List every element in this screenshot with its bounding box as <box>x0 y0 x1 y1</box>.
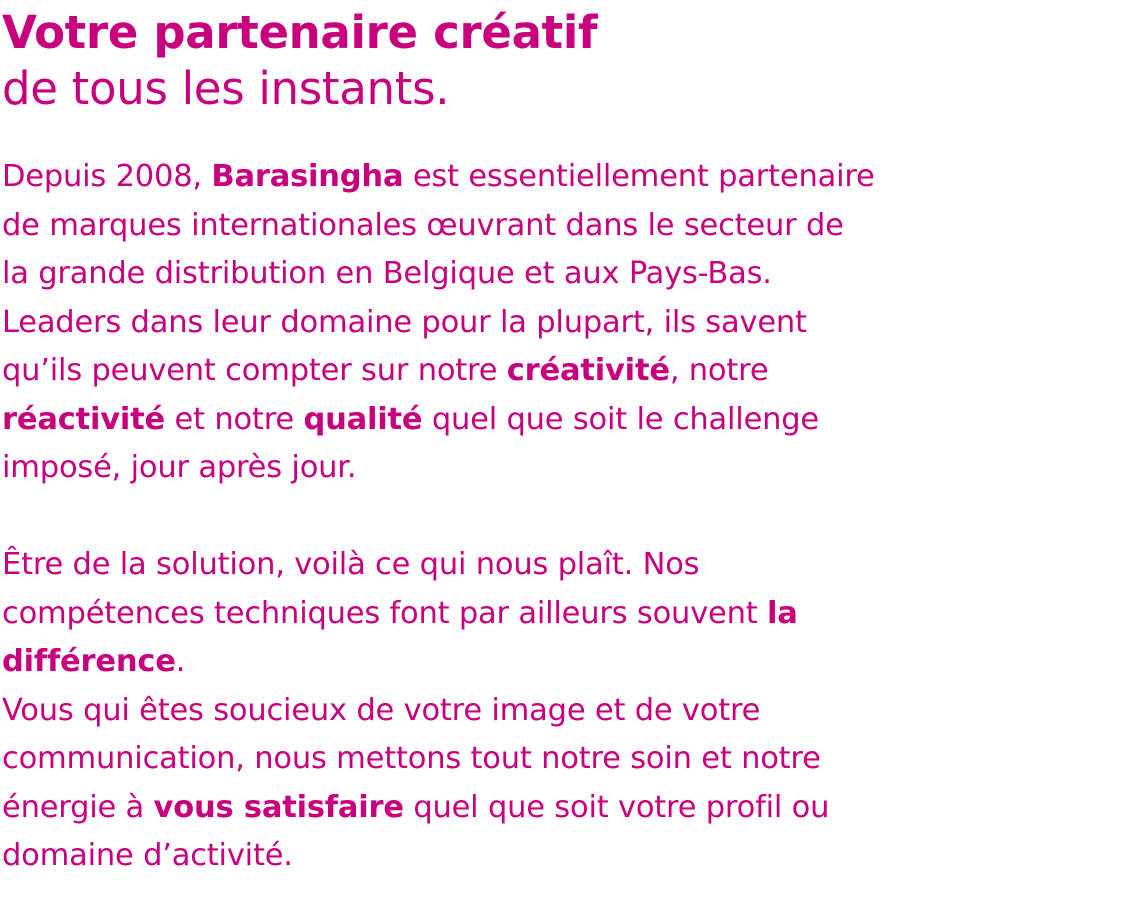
page-title: Votre partenaire créatif <box>2 6 598 59</box>
text-line: domaine d’activité. <box>2 838 293 873</box>
text-line <box>2 347 1120 396</box>
text-span: quel que soit le challenge <box>422 401 819 437</box>
text-span: compétences techniques font par ailleurs souvent <box>2 595 767 631</box>
brand-name: Barasingha <box>211 159 404 194</box>
text-line: Être de la solution, voilà ce qui nous plaît. Nos <box>2 547 700 582</box>
highlight-difference-start: la <box>767 595 798 631</box>
text-line: communication, nous mettons tout notre soin et notre <box>2 741 821 776</box>
text-line: Leaders dans leur domaine pour la plupart, ils savent <box>2 304 807 340</box>
text-span: , notre <box>669 353 769 388</box>
text-line: de marques internationales œuvrant dans le secteur de <box>2 207 844 243</box>
paragraph-spacer <box>2 493 1120 542</box>
about-section <box>2 0 1120 881</box>
text-span: quel que soit votre profil ou <box>403 789 830 825</box>
page-subtitle: de tous les instants. <box>2 62 450 115</box>
text-span: énergie à <box>2 789 154 825</box>
text-line <box>2 153 1120 202</box>
text-line <box>2 638 1120 687</box>
text-span: qu’ils peuvent compter sur notre <box>2 353 507 388</box>
highlight-reactivity: réactivité <box>2 401 166 437</box>
text-line <box>2 396 1120 445</box>
intro-paragraph <box>2 153 1120 493</box>
highlight-quality: qualité <box>303 401 423 437</box>
text-span: Depuis 2008, <box>2 159 212 194</box>
text-line: Vous qui êtes soucieux de votre image et de votre <box>2 692 761 728</box>
solution-paragraph <box>2 541 1120 881</box>
text-line: la grande distribution en Belgique et aux Pays-Bas. <box>2 256 772 291</box>
highlight-creativity: créativité <box>506 353 670 388</box>
text-span: et notre <box>165 401 304 437</box>
highlight-satisfaction: vous satisfaire <box>153 789 404 825</box>
text-span: . <box>175 644 186 679</box>
highlight-difference: différence <box>2 644 176 679</box>
text-line: imposé, jour après jour. <box>2 450 357 485</box>
text-span: est essentiellement partenaire <box>403 159 875 194</box>
text-line <box>2 590 1120 639</box>
text-line <box>2 784 1120 833</box>
